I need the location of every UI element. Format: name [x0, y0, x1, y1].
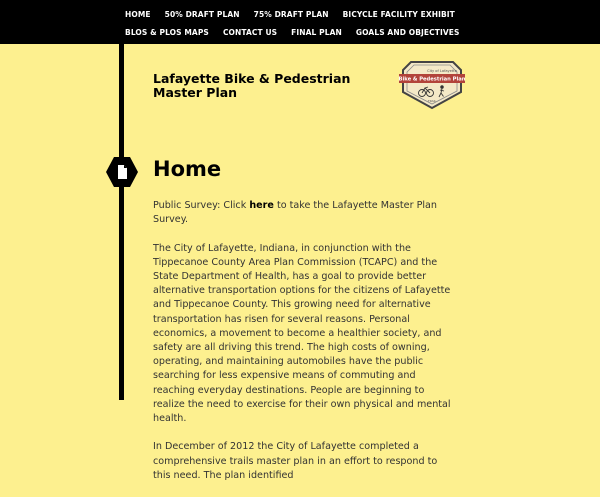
- survey-prefix: Public Survey: Click: [153, 200, 250, 211]
- document-icon: [118, 165, 127, 179]
- intro-paragraph: The City of Lafayette, Indiana, in conjunction with the Tippecanoe County Area Plan Commission (TCAPC) and the State Department of Health, has a goal to provide better alternative transportation options for the citizens of Lafayette and Tippecanoe County. This growing need for alternative transportation has risen for several reasons. Personal economics, a movement to become a healthier society, and safety are all driving this trend. The high costs of owning, operating, and maintaining automobiles have the public searching for less expensive means of commuting and reaching everyday destinations. People are beginning to realize the need to exercise for their own physical and mental health.: [153, 242, 451, 425]
- logo-top-text: City of Lafayette: [427, 69, 457, 73]
- nav-75-draft-plan[interactable]: 75% DRAFT PLAN: [253, 10, 329, 19]
- site-logo[interactable]: [397, 58, 467, 110]
- nav-final-plan[interactable]: FINAL PLAN: [291, 28, 342, 37]
- page-marker-hexagon: [105, 155, 139, 189]
- logo-bottom-text: TRAIL: [427, 99, 437, 103]
- nav-blos-plos-maps[interactable]: BLOS & PLOS MAPS: [125, 28, 209, 37]
- page-title: Home: [153, 157, 222, 181]
- timeline-line: [119, 44, 124, 400]
- survey-suffix: to take the Lafayette Master Plan Survey.: [153, 200, 437, 226]
- nav-row-secondary: [125, 28, 474, 37]
- nav-goals-and-objectives[interactable]: GOALS AND OBJECTIVES: [355, 28, 460, 37]
- nav-home[interactable]: HOME: [125, 10, 151, 19]
- nav-50-draft-plan[interactable]: 50% DRAFT PLAN: [164, 10, 240, 19]
- page-content: [153, 199, 453, 497]
- survey-link[interactable]: here: [249, 200, 274, 211]
- survey-paragraph: [153, 199, 453, 227]
- nav-bicycle-facility-exhibit[interactable]: BICYCLE FACILITY EXHIBIT: [342, 10, 455, 19]
- top-navigation: [0, 0, 600, 44]
- site-title[interactable]: Lafayette Bike & Pedestrian Master Plan: [153, 71, 351, 100]
- nav-contact-us[interactable]: CONTACT US: [222, 28, 278, 37]
- history-paragraph: In December of 2012 the City of Lafayette completed a comprehensive trails master plan in an effort to respond to this need. The plan identified: [153, 441, 438, 481]
- nav-row-primary: [125, 10, 469, 19]
- logo-banner-text: Bike & Pedestrian Plan: [398, 76, 466, 83]
